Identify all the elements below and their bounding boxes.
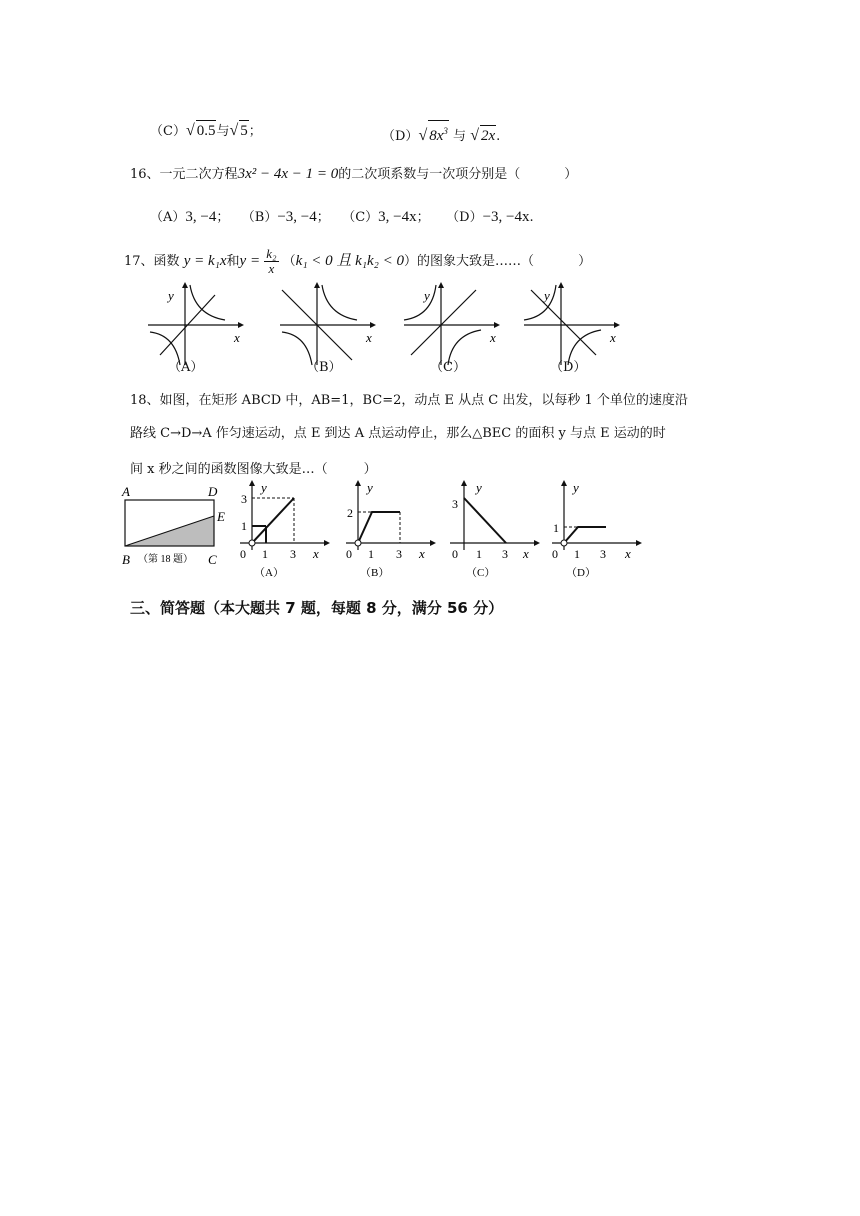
x-tick-label: 1 xyxy=(262,547,268,561)
x-tick-label: 3 xyxy=(396,547,402,561)
conjunction: 与 xyxy=(453,129,467,144)
x-axis-label: x xyxy=(419,546,425,561)
question-number: 16、 xyxy=(130,167,160,182)
x-tick-label: 1 xyxy=(476,547,482,561)
q16-option-c: （C）3, −4x； xyxy=(342,209,430,225)
y-axis-label: y xyxy=(573,480,579,495)
q16-option-d: （D）−3, −4x. xyxy=(446,209,534,225)
vertex-a: A xyxy=(122,484,130,499)
y-tick-label: 1 xyxy=(553,521,559,535)
question-text: 的二次项系数与一次项分别是（ xyxy=(338,167,521,182)
question-number: 17、 xyxy=(124,254,154,269)
y-tick-label: 3 xyxy=(241,492,247,506)
function-1: y = k₁x xyxy=(183,253,227,269)
y-axis-label: y xyxy=(424,288,430,303)
graph-caption: （A） xyxy=(254,567,284,579)
q17-graph-b xyxy=(272,280,382,375)
answer-paren: ） xyxy=(578,254,592,269)
q17-graph-c xyxy=(396,280,506,375)
q18-rectangle-figure xyxy=(118,482,236,572)
x-tick-label: 3 xyxy=(502,547,508,561)
option-label: （C） xyxy=(150,124,186,139)
q17-graph-a xyxy=(140,280,250,375)
x-axis-label: x xyxy=(234,330,240,345)
y-tick-label: 2 xyxy=(347,506,353,520)
answer-paren: ） xyxy=(564,167,578,182)
radicand: 0.5 xyxy=(196,120,217,141)
y-axis-label: y xyxy=(367,480,373,495)
graph-caption: （B） xyxy=(306,360,342,375)
y-axis-label: y xyxy=(168,288,174,303)
q18-stem-line-2: 路线 C→D→A 作匀速运动，点 E 到达 A 点运动停止，那么△BEC 的面积 y 与点 E 运动的时 xyxy=(130,426,666,441)
y-axis-label: y xyxy=(544,288,550,303)
q18-stem-line-1: 18、如图，在矩形 ABCD 中，AB=1，BC=2，动点 E 从点 C 出发，以每秒 1 个单位的速度沿 xyxy=(130,393,688,408)
equation: 3x² − 4x − 1 = 0 xyxy=(237,166,339,182)
figure-caption: （第 18 题） xyxy=(138,554,193,565)
graph-caption: （A） xyxy=(168,360,204,375)
origin-label: 0 xyxy=(346,547,352,561)
punctuation: . xyxy=(496,129,501,144)
y-axis-label: y xyxy=(476,480,482,495)
q18-graph-a xyxy=(234,478,334,582)
x-axis-label: x xyxy=(625,546,631,561)
q16-options xyxy=(150,207,534,228)
section-heading: 三、简答题（本大题共 7 题，每题 8 分，满分 56 分） xyxy=(130,599,504,617)
conjunction: 与 xyxy=(216,124,230,139)
numerator: k₂ xyxy=(266,246,277,261)
q18-graph-b xyxy=(340,478,440,582)
answer-paren: ） xyxy=(363,462,377,477)
x-tick-label: 3 xyxy=(600,547,606,561)
x-tick-label: 3 xyxy=(290,547,296,561)
denominator: x xyxy=(268,261,275,276)
q16-stem xyxy=(130,164,577,185)
question-text: 一元二次方程 xyxy=(159,167,238,182)
radicand: 2x xyxy=(480,125,496,146)
q18-stem-line-3 xyxy=(130,460,377,480)
y-tick-label: 1 xyxy=(241,519,247,533)
q17-stem: 17、函数 y = k₁x和y = $\frac{\text{k₂}}{x}$ （k₁ < 0 且 k₁k₂ < 0）的图象大致是……（ ） xyxy=(124,246,592,276)
q17-graph-d xyxy=(516,280,626,375)
option-label: （D） xyxy=(382,129,419,144)
x-axis-label: x xyxy=(313,546,319,561)
graph-caption: （C） xyxy=(430,360,466,375)
y-tick-label: 3 xyxy=(452,497,458,511)
x-axis-label: x xyxy=(610,330,616,345)
vertex-c: C xyxy=(208,552,217,567)
conjunction: 和 xyxy=(226,254,240,269)
vertex-b: B xyxy=(122,552,130,567)
condition: k₁ < 0 且 k₁k₂ < 0 xyxy=(295,253,405,269)
graph-caption: （D） xyxy=(566,567,596,579)
radicand: 8x xyxy=(429,128,444,144)
question-text: 函数 xyxy=(153,254,180,269)
q15-option-d: （D）√ $8x^3$ 与 √ 2x. xyxy=(382,120,500,147)
q18-graph-c xyxy=(444,478,544,582)
vertex-d: D xyxy=(208,484,218,499)
x-tick-label: 1 xyxy=(368,547,374,561)
origin-label: 0 xyxy=(240,547,246,561)
q18-graph-d xyxy=(546,478,646,582)
exponent: 3 xyxy=(443,126,448,136)
x-axis-label: x xyxy=(523,546,529,561)
graph-caption: （B） xyxy=(360,567,390,579)
graph-caption: （C） xyxy=(466,567,496,579)
fraction xyxy=(264,247,278,276)
q15-option-c: （C）√ 0.5与√ 5； xyxy=(150,122,262,139)
q16-option-a: （A）3, −4； xyxy=(150,209,230,225)
x-axis-label: x xyxy=(366,330,372,345)
origin-label: 0 xyxy=(452,547,458,561)
point-e: E xyxy=(217,509,225,524)
origin-label: 0 xyxy=(552,547,558,561)
question-text: 间 x 秒之间的函数图像大致是…（ xyxy=(130,462,328,477)
graph-caption: （D） xyxy=(550,360,587,375)
question-text: 的图象大致是……（ xyxy=(417,254,535,269)
x-axis-label: x xyxy=(490,330,496,345)
function-2: y = xyxy=(239,253,261,269)
y-axis-label: y xyxy=(261,480,267,495)
x-tick-label: 1 xyxy=(574,547,580,561)
radicand: 5 xyxy=(239,120,249,141)
q16-option-b: （B）−3, −4； xyxy=(241,209,330,225)
punctuation: ； xyxy=(248,124,262,139)
